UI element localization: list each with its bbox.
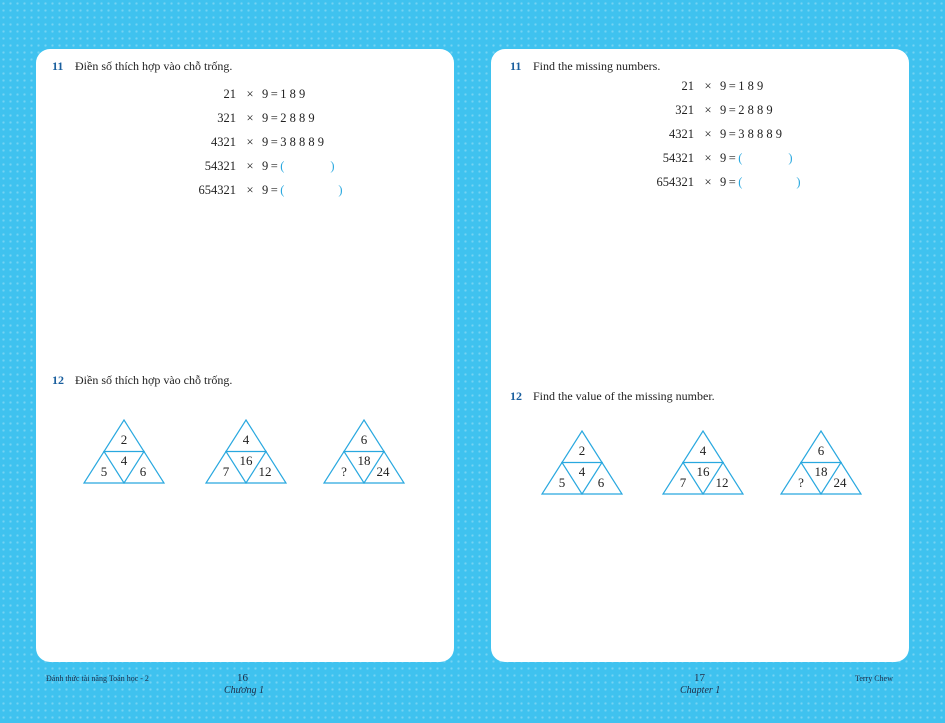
- number-triangle: [322, 419, 406, 485]
- blank-open-paren: (: [280, 159, 285, 173]
- page-number-left: 16: [237, 672, 248, 684]
- equation-row: [36, 158, 335, 174]
- equation-row: [36, 182, 343, 198]
- blank-close-paren: ): [330, 159, 335, 173]
- times-sign: ×: [246, 111, 254, 125]
- equation-rest: [238, 134, 324, 150]
- equals-sign: =: [270, 87, 278, 101]
- equation-rest: [238, 110, 315, 126]
- blank-open-paren: (: [280, 183, 285, 197]
- equation-result: 1 8 9: [280, 87, 306, 101]
- equation-result: 2 8 8 9: [280, 111, 315, 125]
- number-triangle: [661, 430, 745, 496]
- triangle-center-number: 18: [814, 464, 828, 479]
- triangle-top-number: 2: [120, 432, 128, 447]
- equation-rest: [696, 150, 793, 166]
- number-triangle: [779, 430, 863, 496]
- times-sign: ×: [704, 79, 712, 93]
- equation-lhs: 4321: [211, 135, 236, 149]
- triangle-left-number: 5: [558, 475, 566, 490]
- right-page: [491, 49, 909, 662]
- left-page: [36, 49, 454, 662]
- number-triangle: [82, 419, 166, 485]
- equation-lhs: 321: [217, 111, 236, 125]
- triangle-center-number: 4: [578, 464, 586, 479]
- equals-sign: =: [728, 103, 736, 117]
- multiplier: 9: [262, 183, 269, 197]
- multiplier: 9: [262, 135, 269, 149]
- blank-open-paren: (: [738, 175, 743, 189]
- triangle-center-number: 18: [357, 453, 371, 468]
- equals-sign: =: [728, 151, 736, 165]
- equals-sign: =: [270, 135, 278, 149]
- multiplier: 9: [262, 111, 269, 125]
- equation-rest: [696, 102, 773, 118]
- triangle-top-number: 2: [578, 443, 586, 458]
- triangle-left-number: 7: [222, 464, 230, 479]
- multiplier: 9: [720, 103, 727, 117]
- times-sign: ×: [704, 151, 712, 165]
- triangle-top-number: 6: [360, 432, 368, 447]
- times-sign: ×: [246, 135, 254, 149]
- blank-open-paren: (: [738, 151, 743, 165]
- equation-row: [491, 174, 801, 190]
- triangle-right-number: 24: [833, 475, 847, 490]
- times-sign: ×: [704, 175, 712, 189]
- equation-rest: [696, 174, 801, 190]
- triangle-right-number: 12: [258, 464, 272, 479]
- equals-sign: =: [270, 159, 278, 173]
- blank-close-paren: ): [338, 183, 343, 197]
- equation-row: [36, 134, 324, 150]
- book-title: Đánh thức tài năng Toán học - 2: [46, 674, 149, 683]
- question-text-11: Điền số thích hợp vào chỗ trống.: [75, 59, 233, 73]
- multiplier: 9: [720, 175, 727, 189]
- equation-lhs: 321: [675, 103, 694, 117]
- triangle-center-number: 4: [120, 453, 128, 468]
- triangle-left-number: ?: [798, 475, 804, 490]
- equation-row: [491, 78, 764, 94]
- equation-row: [491, 150, 793, 166]
- times-sign: ×: [246, 183, 254, 197]
- blank-close-paren: ): [788, 151, 793, 165]
- blank-close-paren: ): [796, 175, 801, 189]
- question-text-11: Find the missing numbers.: [533, 59, 661, 73]
- equation-result: 3 8 8 8 9: [738, 127, 782, 141]
- equation-lhs: 21: [681, 79, 694, 93]
- question-number-11: 11: [52, 59, 64, 73]
- number-triangle: [540, 430, 624, 496]
- multiplier: 9: [720, 151, 727, 165]
- multiplier: 9: [262, 159, 269, 173]
- equation-rest: [238, 182, 343, 198]
- chapter-label-left: Chương 1: [224, 685, 264, 696]
- equation-row: [36, 86, 306, 102]
- equals-sign: =: [728, 175, 736, 189]
- question-number-12: 12: [52, 373, 64, 387]
- chapter-label-right: Chapter 1: [680, 685, 721, 696]
- triangle-top-number: 4: [242, 432, 250, 447]
- question-text-12: Find the value of the missing number.: [533, 389, 715, 403]
- multiplier: 9: [720, 127, 727, 141]
- equation-lhs: 654321: [198, 183, 236, 197]
- equation-rest: [238, 158, 335, 174]
- equation-result: 1 8 9: [738, 79, 764, 93]
- times-sign: ×: [246, 159, 254, 173]
- number-triangle: [204, 419, 288, 485]
- equation-rest: [238, 86, 305, 102]
- equation-lhs: 654321: [656, 175, 694, 189]
- question-text-12: Điền số thích hợp vào chỗ trống.: [75, 373, 233, 387]
- equation-lhs: 54321: [204, 159, 236, 173]
- equation-lhs: 4321: [669, 127, 694, 141]
- triangle-right-number: 24: [376, 464, 390, 479]
- equals-sign: =: [728, 79, 736, 93]
- triangle-center-number: 16: [696, 464, 710, 479]
- equation-rest: [696, 126, 782, 142]
- multiplier: 9: [262, 87, 269, 101]
- times-sign: ×: [704, 103, 712, 117]
- equation-lhs: 21: [223, 87, 236, 101]
- triangle-left-number: ?: [341, 464, 347, 479]
- equation-row: [491, 102, 773, 118]
- equation-result: 3 8 8 8 9: [280, 135, 324, 149]
- times-sign: ×: [704, 127, 712, 141]
- times-sign: ×: [246, 87, 254, 101]
- triangle-top-number: 6: [817, 443, 825, 458]
- equals-sign: =: [728, 127, 736, 141]
- triangle-left-number: 7: [679, 475, 687, 490]
- triangle-left-number: 5: [100, 464, 108, 479]
- equals-sign: =: [270, 183, 278, 197]
- equation-result: 2 8 8 9: [738, 103, 773, 117]
- page-number-right: 17: [694, 672, 705, 684]
- equals-sign: =: [270, 111, 278, 125]
- question-number-12: 12: [510, 389, 522, 403]
- triangle-right-number: 12: [715, 475, 729, 490]
- author-name: Terry Chew: [855, 674, 893, 683]
- equation-lhs: 54321: [662, 151, 694, 165]
- triangle-right-number: 6: [597, 475, 605, 490]
- equation-row: [491, 126, 782, 142]
- triangle-right-number: 6: [139, 464, 147, 479]
- question-number-11: 11: [510, 59, 522, 73]
- triangle-top-number: 4: [699, 443, 707, 458]
- triangle-center-number: 16: [239, 453, 253, 468]
- equation-rest: [696, 78, 763, 94]
- equation-row: [36, 110, 315, 126]
- multiplier: 9: [720, 79, 727, 93]
